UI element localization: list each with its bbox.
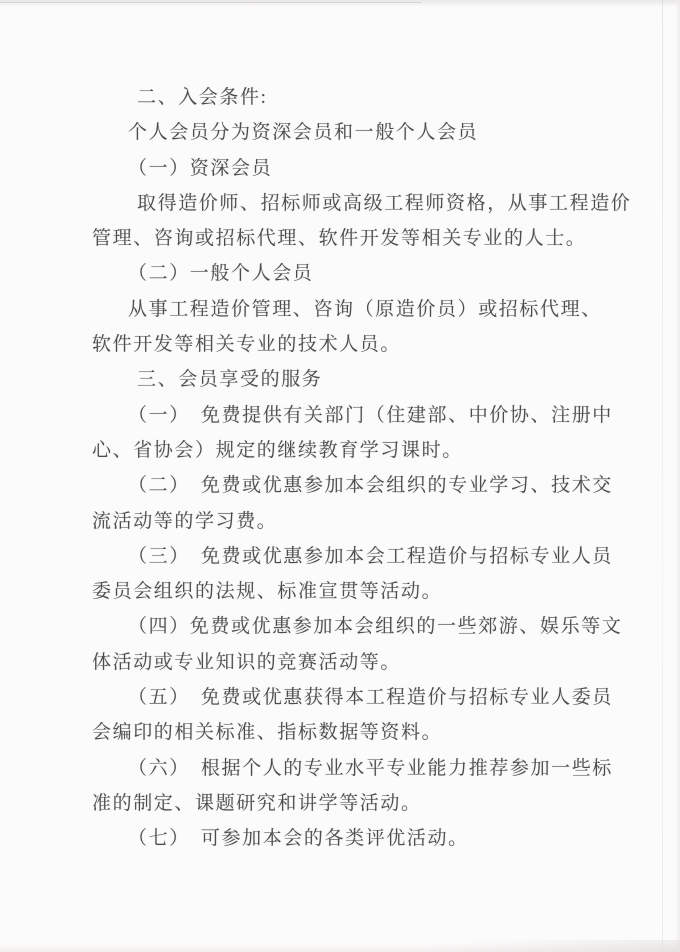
text-line: 个人会员分为资深会员和一般个人会员	[128, 122, 479, 144]
text-line: （四）免费或优惠参加本会组织的一些郊游、娱乐等文	[128, 616, 623, 638]
subheading-general-member: （二）一般个人会员	[128, 263, 314, 285]
scan-artifact-top-edge	[0, 0, 680, 7]
text-line: （二） 免费或优惠参加本会组织的专业学习、技术交	[128, 475, 613, 497]
text-line: 取得造价师、招标师或高级工程师资格，从事工程造价	[137, 192, 632, 214]
text-line: （七） 可参加本会的各类评优活动。	[128, 828, 469, 850]
text-line: 心、省协会）规定的继续教育学习课时。	[92, 439, 463, 461]
text-line: （六） 根据个人的专业水平专业能力推荐参加一些标	[128, 757, 613, 779]
document-body	[92, 80, 636, 857]
text-line: （五） 免费或优惠获得本工程造价与招标专业人委员	[128, 687, 613, 709]
text-line: 体活动或专业知识的竞赛活动等。	[92, 651, 402, 673]
text-line: （一） 免费提供有关部门（住建部、中价协、注册中	[128, 404, 613, 426]
text-line: 准的制定、课题研究和讲学等活动。	[92, 792, 422, 814]
text-line: 委员会组织的法规、标准宣贯等活动。	[92, 581, 443, 603]
subheading-senior-member: （一）资深会员	[128, 157, 273, 179]
scan-artifact-bottom-wedge	[280, 940, 680, 952]
text-line: 软件开发等相关专业的技术人员。	[92, 334, 402, 356]
scan-artifact-bottom-shadow	[0, 943, 680, 952]
text-line: 管理、咨询或招标代理、软件开发等相关专业的人士。	[92, 228, 587, 250]
section-heading-member-services: 三、会员享受的服务	[137, 369, 323, 391]
text-line: 会编印的相关标准、指标数据等资料。	[92, 722, 443, 744]
scan-artifact-right-edge	[675, 0, 680, 952]
text-line: 流活动等的学习费。	[92, 510, 278, 532]
scan-artifact-top-line	[0, 2, 422, 3]
text-line: （三） 免费或优惠参加本会工程造价与招标专业人员	[128, 545, 613, 567]
section-heading-membership-conditions: 二、入会条件:	[137, 87, 268, 108]
text-line: 从事工程造价管理、咨询（原造价员）或招标代理、	[128, 298, 602, 320]
scan-artifact-right-fold-line	[662, 0, 663, 952]
